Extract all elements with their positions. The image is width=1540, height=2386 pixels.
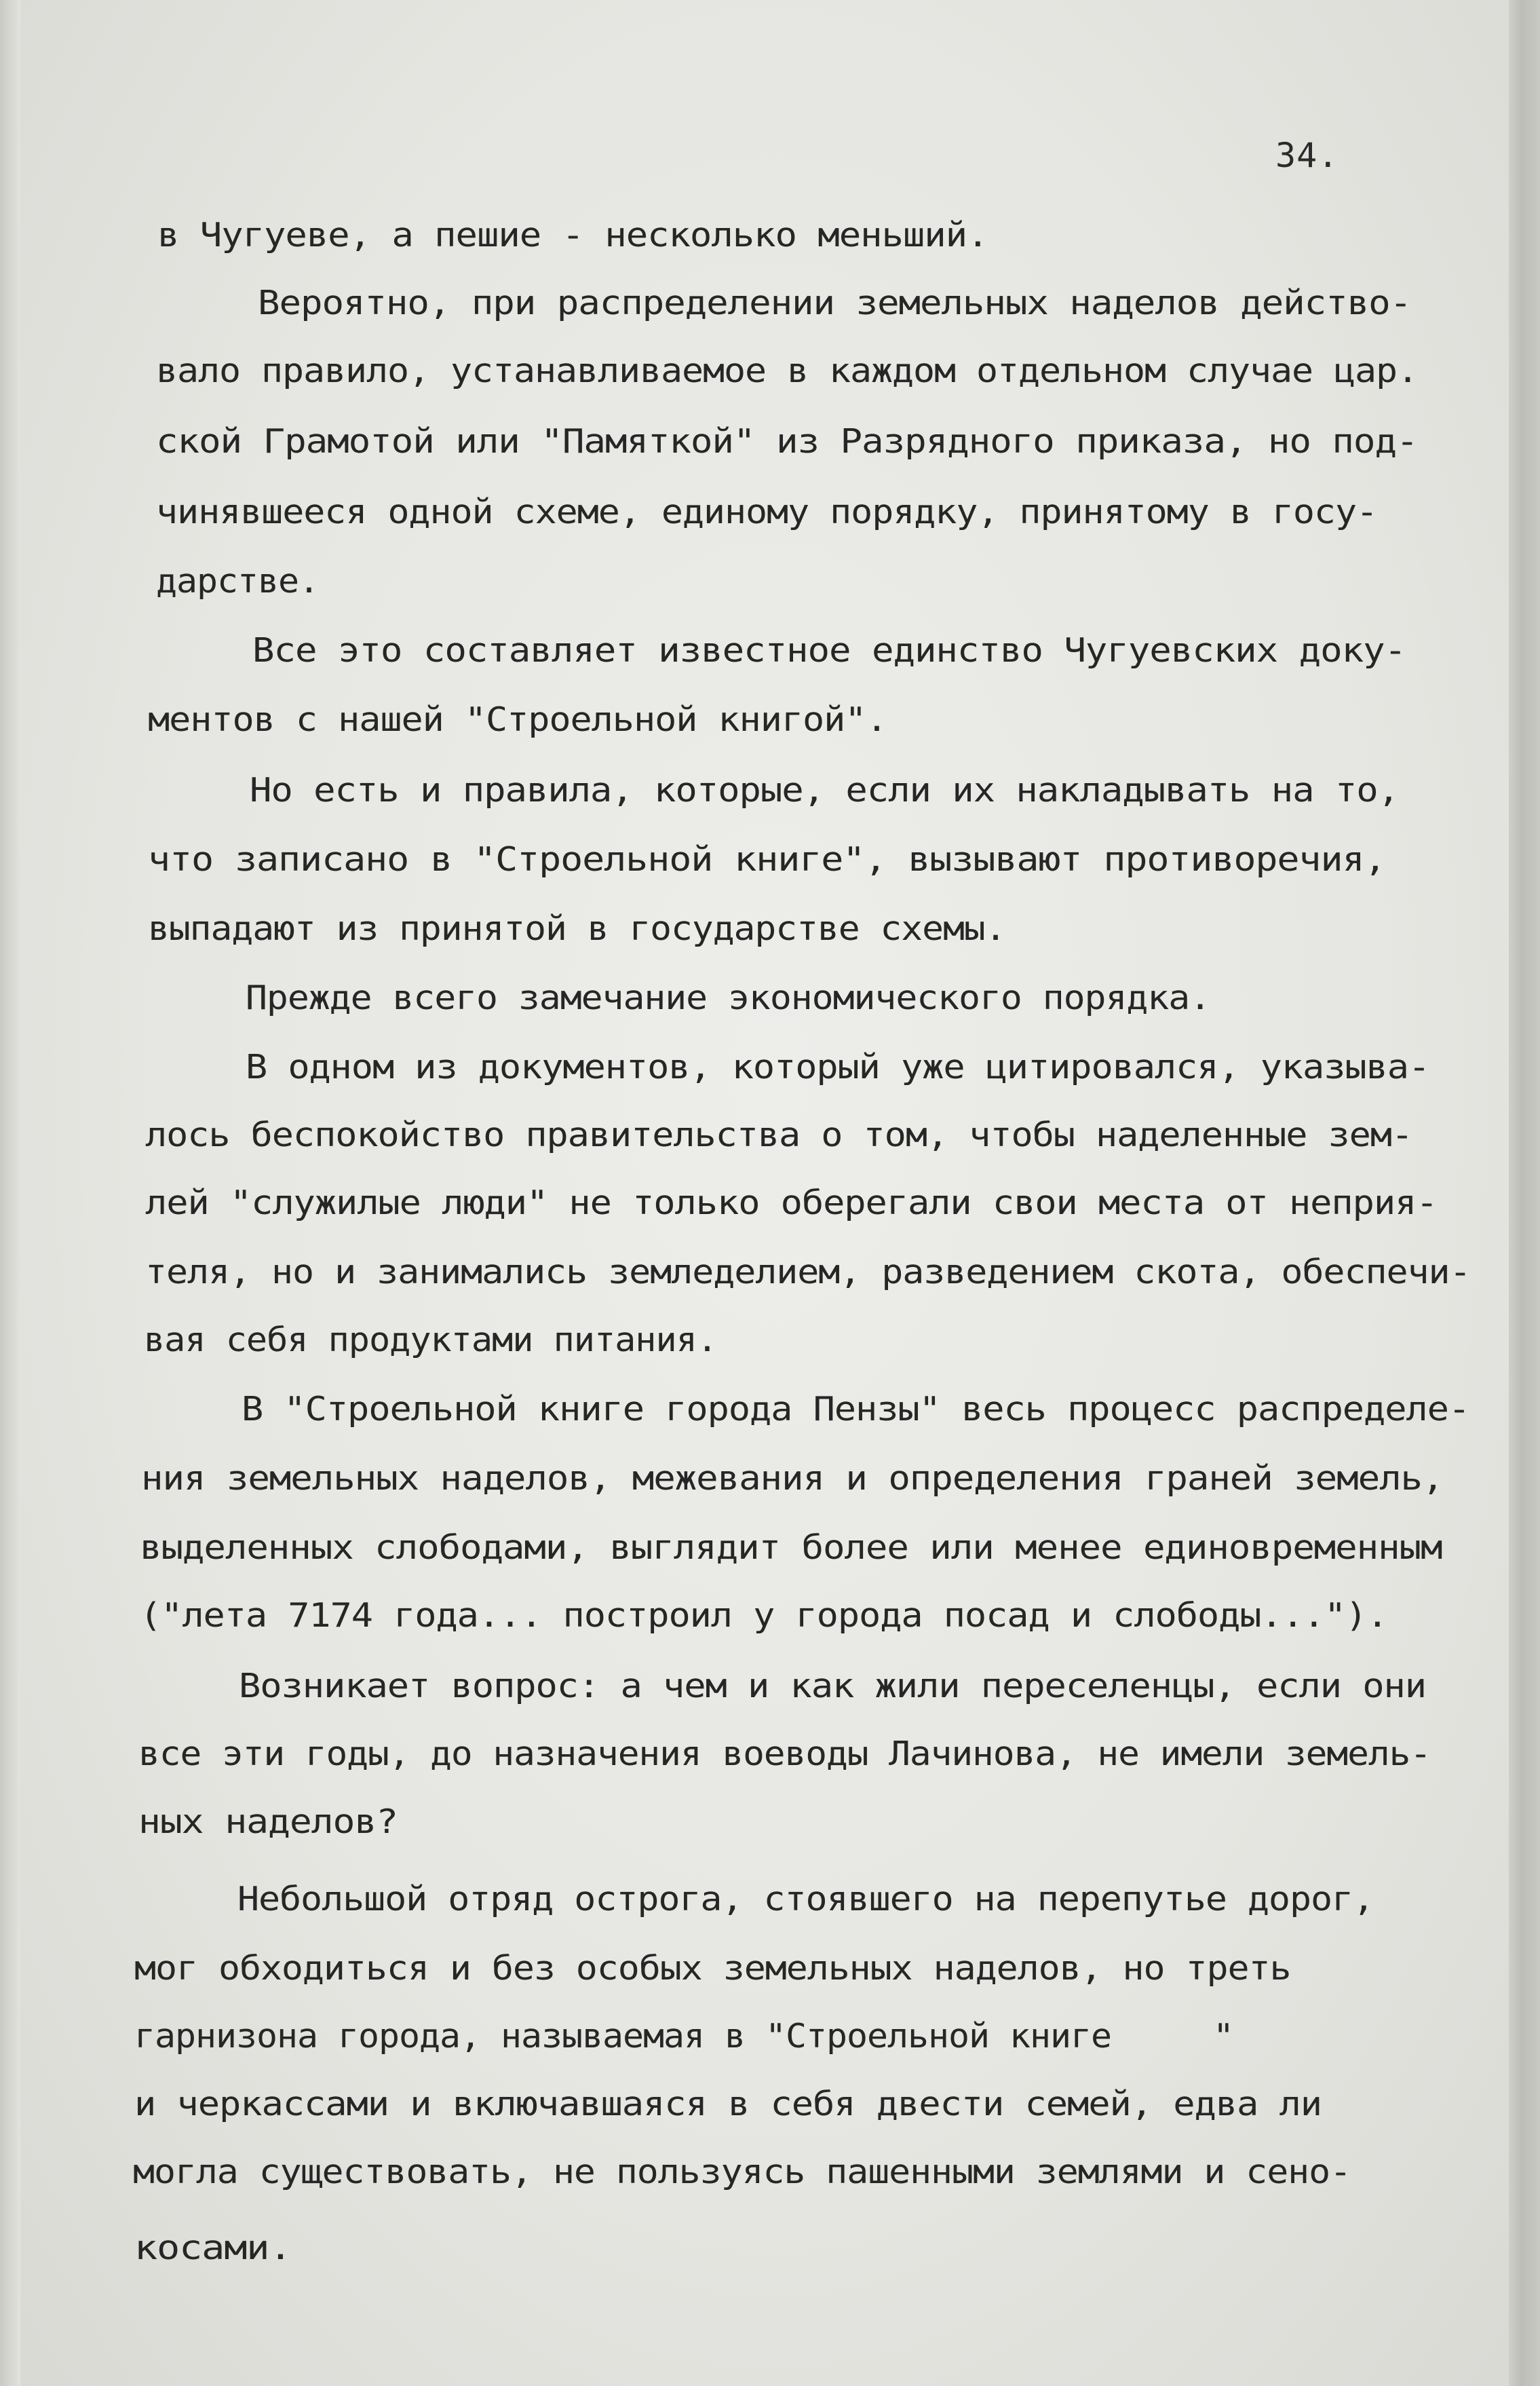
text-line: ментов с нашей "Строельной книгой". bbox=[148, 700, 887, 739]
text-line: Вероятно, при распределении земельных наделов действо- bbox=[258, 284, 1412, 322]
text-line: лось беспокойство правительства о том, чтобы наделенные зем- bbox=[145, 1116, 1413, 1154]
text-line: ской Грамотой или "Памяткой" из Разрядного приказа, но под- bbox=[156, 422, 1418, 461]
text-line: лей "служилые люди" не только оберегали свои места от неприя- bbox=[145, 1183, 1438, 1222]
text-line: могла существовать, не пользуясь пашенными землями и сено- bbox=[133, 2153, 1351, 2191]
text-line: ния земельных наделов, межевания и определения граней земель, bbox=[141, 1459, 1444, 1498]
text-line: что записано в "Строельной книге", вызывают противоречия, bbox=[148, 840, 1386, 879]
text-line: В "Строельной книге города Пензы" весь процесс распределе- bbox=[242, 1390, 1470, 1428]
text-line: ("лета 7174 года... построил у города посад и слободы..."). bbox=[140, 1596, 1388, 1635]
text-line: в Чугуеве, а пешие - несколько меньший. bbox=[157, 216, 988, 254]
text-line: косами. bbox=[134, 2229, 292, 2267]
page-right-edge bbox=[1509, 0, 1540, 2386]
text-line: чинявшееся одной схеме, единому порядку, принятому в госу- bbox=[156, 493, 1378, 531]
text-line: вая себя продуктами питания. bbox=[144, 1321, 718, 1359]
text-line: выделенных слободами, выглядит более или менее единовременным bbox=[140, 1528, 1442, 1567]
page-number: 34. bbox=[1275, 136, 1339, 175]
text-line: Все это составляет известное единство Чугуевских доку- bbox=[252, 631, 1406, 670]
text-line: вало правило, устанавливаемое в каждом отдельном случае цар. bbox=[156, 352, 1419, 390]
text-line: выпадают из принятой в государстве схемы. bbox=[148, 909, 1006, 948]
text-line: Небольшой отряд острога, стоявшего на перепутье дорог, bbox=[237, 1880, 1374, 1918]
text-line: гарнизона города, называемая в "Строельной книге " bbox=[134, 2017, 1234, 2056]
text-line: все эти годы, до назначения воеводы Лачинова, не имели земель- bbox=[138, 1735, 1431, 1773]
text-line: Прежде всего замечание экономического порядка. bbox=[246, 979, 1211, 1017]
page-left-edge bbox=[0, 0, 20, 2386]
text-line: и черкассами и включавшаяся в себя двести семей, едва ли bbox=[134, 2085, 1322, 2123]
text-line: дарстве. bbox=[156, 562, 320, 601]
text-line: теля, но и занимались земледелием, разведением скота, обеспечи- bbox=[145, 1253, 1471, 1291]
text-line: Возникает вопрос: а чем и как жили переселенцы, если они bbox=[239, 1667, 1427, 1705]
text-line: Но есть и правила, которые, если их накладывать на то, bbox=[250, 771, 1400, 810]
text-line: ных наделов? bbox=[138, 1802, 398, 1841]
text-line: мог обходиться и без особых земельных наделов, но треть bbox=[134, 1949, 1291, 1988]
text-line: В одном из документов, который уже цитировался, указыва- bbox=[246, 1048, 1430, 1086]
